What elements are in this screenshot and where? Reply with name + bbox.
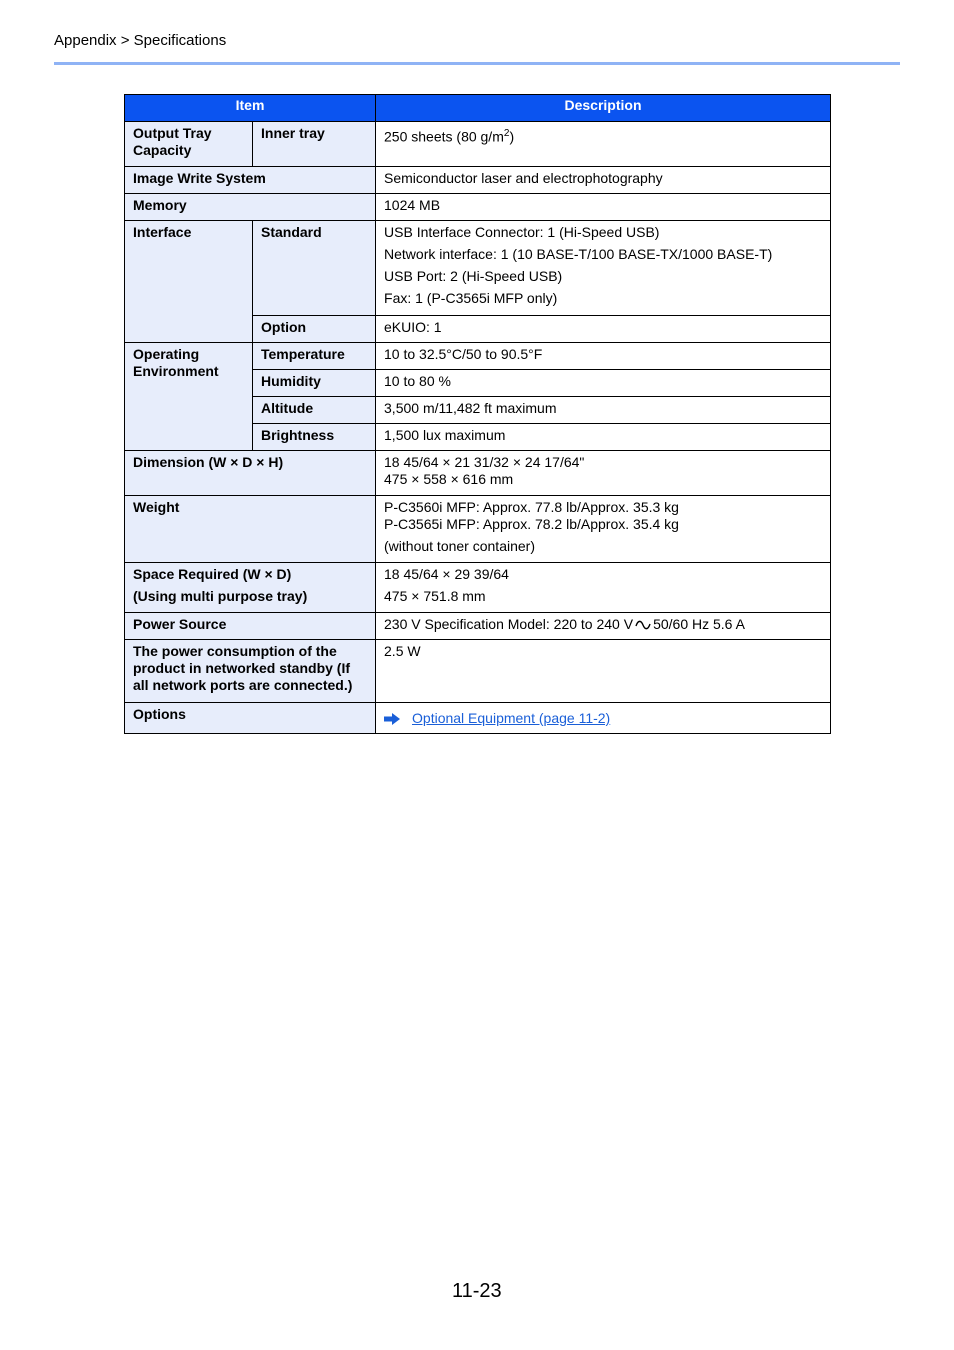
row-sublabel-temperature: Temperature [253, 343, 376, 370]
table-header-row [125, 95, 831, 122]
arrow-right-icon [384, 713, 400, 725]
space-mm: 475 × 751.8 mm [384, 588, 486, 604]
row-value-dimension [376, 451, 831, 496]
row-label-options: Options [125, 703, 376, 734]
row-value-brightness: 1,500 lux maximum [376, 424, 831, 451]
table-row-temperature [125, 343, 831, 370]
row-sublabel-brightness: Brightness [253, 424, 376, 451]
row-label-image-write: Image Write System [125, 167, 376, 194]
row-label-interface: Interface [125, 221, 253, 343]
space-inches: 18 45/64 × 29 39/64 [384, 566, 509, 582]
row-value-output-tray [376, 122, 831, 167]
output-tray-value-text: 250 sheets (80 g/m [384, 128, 504, 145]
interface-fax: Fax: 1 (P-C3565i MFP only) [384, 290, 558, 306]
row-sublabel-standard: Standard [253, 221, 376, 316]
breadcrumb: Appendix > Specifications [54, 32, 227, 49]
table-row-power-consumption [125, 640, 831, 703]
row-sublabel-option: Option [253, 316, 376, 343]
optional-equipment-link-row[interactable] [384, 706, 823, 727]
table-row-dimension [125, 451, 831, 496]
row-label-output-tray: Output Tray Capacity [125, 122, 253, 167]
ac-wave-icon [635, 620, 651, 630]
row-label-operating-environment: Operating Environment [125, 343, 253, 451]
row-value-image-write: Semiconductor laser and electrophotography [376, 167, 831, 194]
row-value-space-required [376, 563, 831, 613]
table-row-options [125, 703, 831, 734]
row-label-weight: Weight [125, 496, 376, 563]
table-row-space-required [125, 563, 831, 613]
column-header-description: Description [376, 95, 831, 122]
weight-c3565i: P-C3565i MFP: Approx. 78.2 lb/Approx. 35.4 kg [384, 516, 679, 532]
row-sublabel-altitude: Altitude [253, 397, 376, 424]
row-sublabel-inner-tray: Inner tray [253, 122, 376, 167]
optional-equipment-link[interactable]: Optional Equipment (page 11-2) [412, 710, 611, 726]
interface-usb-port: USB Port: 2 (Hi-Speed USB) [384, 268, 563, 284]
row-value-interface-option: eKUIO: 1 [376, 316, 831, 343]
dimension-inches: 18 45/64 × 21 31/32 × 24 17/64" [384, 454, 585, 470]
table-row-weight [125, 496, 831, 563]
table-row-memory [125, 194, 831, 221]
row-label-space-required [125, 563, 376, 613]
page-number: 11-23 [452, 1280, 502, 1302]
row-sublabel-humidity: Humidity [253, 370, 376, 397]
row-value-interface-standard [376, 221, 831, 316]
table-row-image-write [125, 167, 831, 194]
row-value-power-source [376, 613, 831, 640]
row-value-humidity: 10 to 80 % [376, 370, 831, 397]
power-source-voltage: 230 V Specification Model: 220 to 240 V [384, 616, 634, 632]
row-label-power-consumption: The power consumption of the product in networked standby (If all network ports are connected.) [125, 640, 376, 703]
row-value-temperature: 10 to 32.5°C/50 to 90.5°F [376, 343, 831, 370]
dimension-mm: 475 × 558 × 616 mm [384, 471, 514, 487]
space-required-note: (Using multi purpose tray) [133, 588, 308, 604]
row-value-memory: 1024 MB [376, 194, 831, 221]
output-tray-value-superscript: 2 [503, 128, 510, 139]
row-value-altitude: 3,500 m/11,482 ft maximum [376, 397, 831, 424]
row-label-power-source: Power Source [125, 613, 376, 640]
interface-network: Network interface: 1 (10 BASE-T/100 BASE-TX/1000 BASE-T) [384, 246, 773, 262]
weight-note: (without toner container) [384, 538, 535, 554]
column-header-item: Item [125, 95, 376, 122]
table-row-power-source [125, 613, 831, 640]
row-value-weight [376, 496, 831, 563]
table-row-interface-standard [125, 221, 831, 316]
space-required-label: Space Required (W × D) [133, 566, 292, 582]
interface-usb-connector: USB Interface Connector: 1 (Hi-Speed USB) [384, 224, 660, 240]
specifications-table [124, 94, 831, 734]
output-tray-value-close: ) [509, 128, 515, 145]
row-value-options [376, 703, 831, 734]
row-value-power-consumption: 2.5 W [376, 640, 831, 703]
row-label-dimension: Dimension (W × D × H) [125, 451, 376, 496]
weight-c3560i: P-C3560i MFP: Approx. 77.8 lb/Approx. 35.3 kg [384, 499, 679, 515]
header-divider [54, 62, 900, 65]
row-label-memory: Memory [125, 194, 376, 221]
table-row-output-tray [125, 122, 831, 167]
power-source-frequency: 50/60 Hz 5.6 A [653, 616, 745, 632]
